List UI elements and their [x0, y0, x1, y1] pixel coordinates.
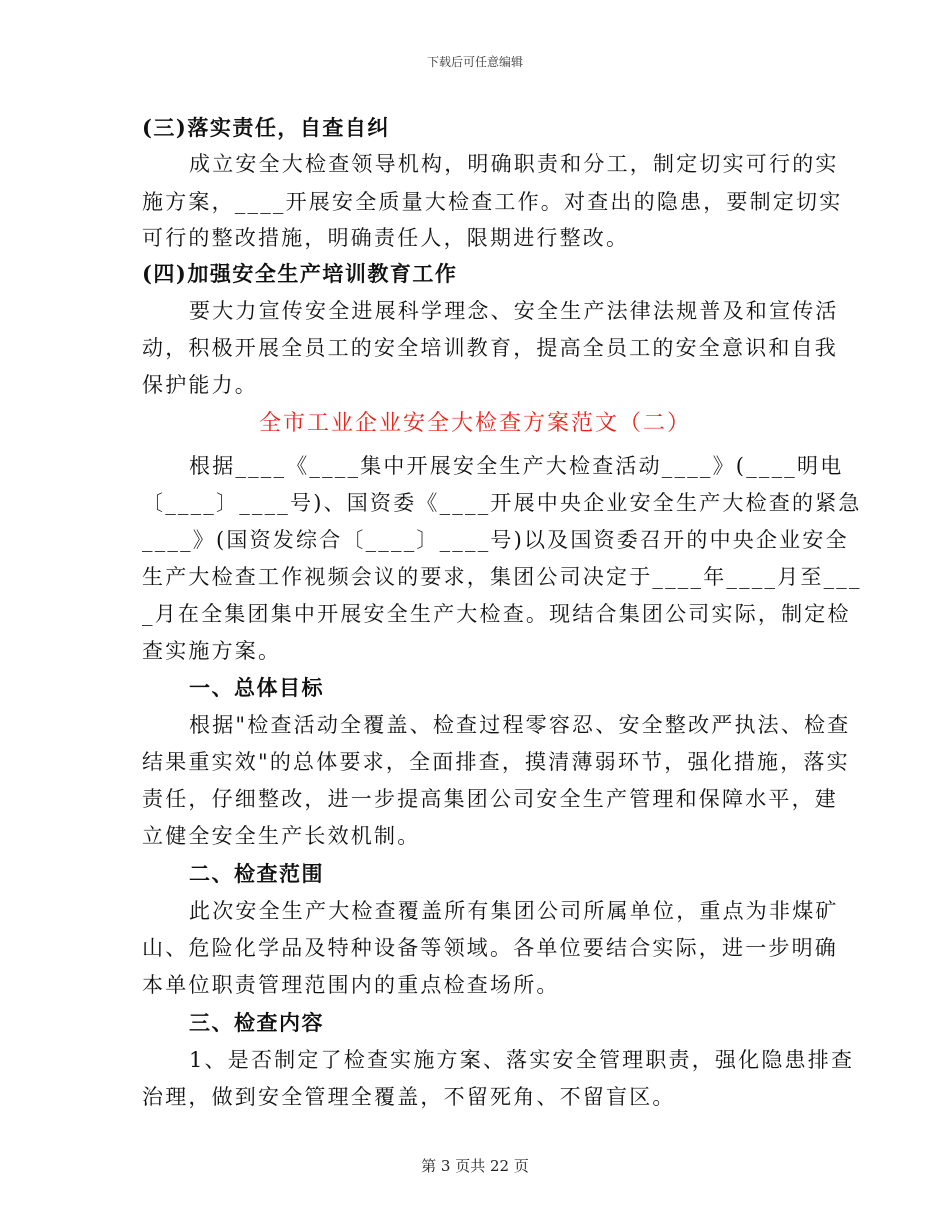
paragraph-line: 施方案，____开展安全质量大检查工作。对查出的隐患，要制定切实 [142, 190, 843, 214]
paragraph-line: _月在全集团集中开展安全生产大检查。现结合集团公司实际，制定检 [142, 602, 851, 626]
paragraph-line: ____》(国资发综合〔____〕____号)以及国资委召开的中央企业安全 [142, 528, 849, 552]
paragraph-line: 动，积极开展全员工的安全培训教育，提高全员工的安全意识和自我 [142, 336, 838, 360]
paragraph-line: 生产大检查工作视频会议的要求，集团公司决定于____年____月至___ [142, 565, 862, 589]
paragraph-line: 立健全安全生产长效机制。 [142, 824, 421, 848]
paragraph-line: 结果重实效"的总体要求，全面排查，摸清薄弱环节，强化措施，落实 [142, 750, 850, 774]
paragraph-line: 〔____〕____号)、国资委《____开展中央企业安全生产大检查的紧急 [142, 491, 862, 515]
paragraph-line: 山、危险化学品及特种设备等领域。各单位要结合实际，进一步明确 [142, 936, 838, 960]
document-title: 全市工业企业安全大检查方案范文（二） [258, 411, 691, 436]
paragraph-line: 治理，做到安全管理全覆盖，不留死角、不留盲区。 [142, 1085, 676, 1109]
paragraph-line: 1、是否制定了检查实施方案、落实安全管理职责，强化隐患排查 [189, 1048, 855, 1072]
paragraph-line: 此次安全生产大检查覆盖所有集团公司所属单位，重点为非煤矿 [189, 899, 839, 923]
section-heading: (四)加强安全生产培训教育工作 [142, 261, 458, 286]
paragraph-line: 成立安全大检查领导机构，明确职责和分工，制定切实可行的实 [189, 152, 839, 176]
paragraph-line: 根据____《____集中开展安全生产大检查活动____》(____明电 [189, 454, 844, 478]
paragraph-line: 要大力宣传安全进展科学理念、安全生产法律法规普及和宣传活 [189, 299, 839, 323]
page-footer: 第 3 页共 22 页 [421, 1157, 529, 1175]
paragraph-line: 保护能力。 [142, 373, 258, 397]
paragraph-line: 查实施方案。 [142, 639, 282, 663]
section-heading: 二、检查范围 [189, 861, 324, 886]
paragraph-line: 可行的整改措施，明确责任人，限期进行整改。 [142, 226, 630, 250]
section-heading: 三、检查内容 [189, 1010, 324, 1035]
paragraph-line: 本单位职责管理范围内的重点检查场所。 [142, 973, 560, 997]
page-header: 下载后可任意编辑 [426, 55, 523, 69]
paragraph-line: 责任，仔细整改，进一步提高集团公司安全生产管理和保障水平，建 [142, 787, 838, 811]
section-heading: (三)落实责任，自查自纠 [142, 115, 390, 140]
paragraph-line: 根据"检查活动全覆盖、检查过程零容忍、安全整改严执法、检查 [189, 713, 851, 737]
section-heading: 一、总体目标 [189, 675, 324, 700]
